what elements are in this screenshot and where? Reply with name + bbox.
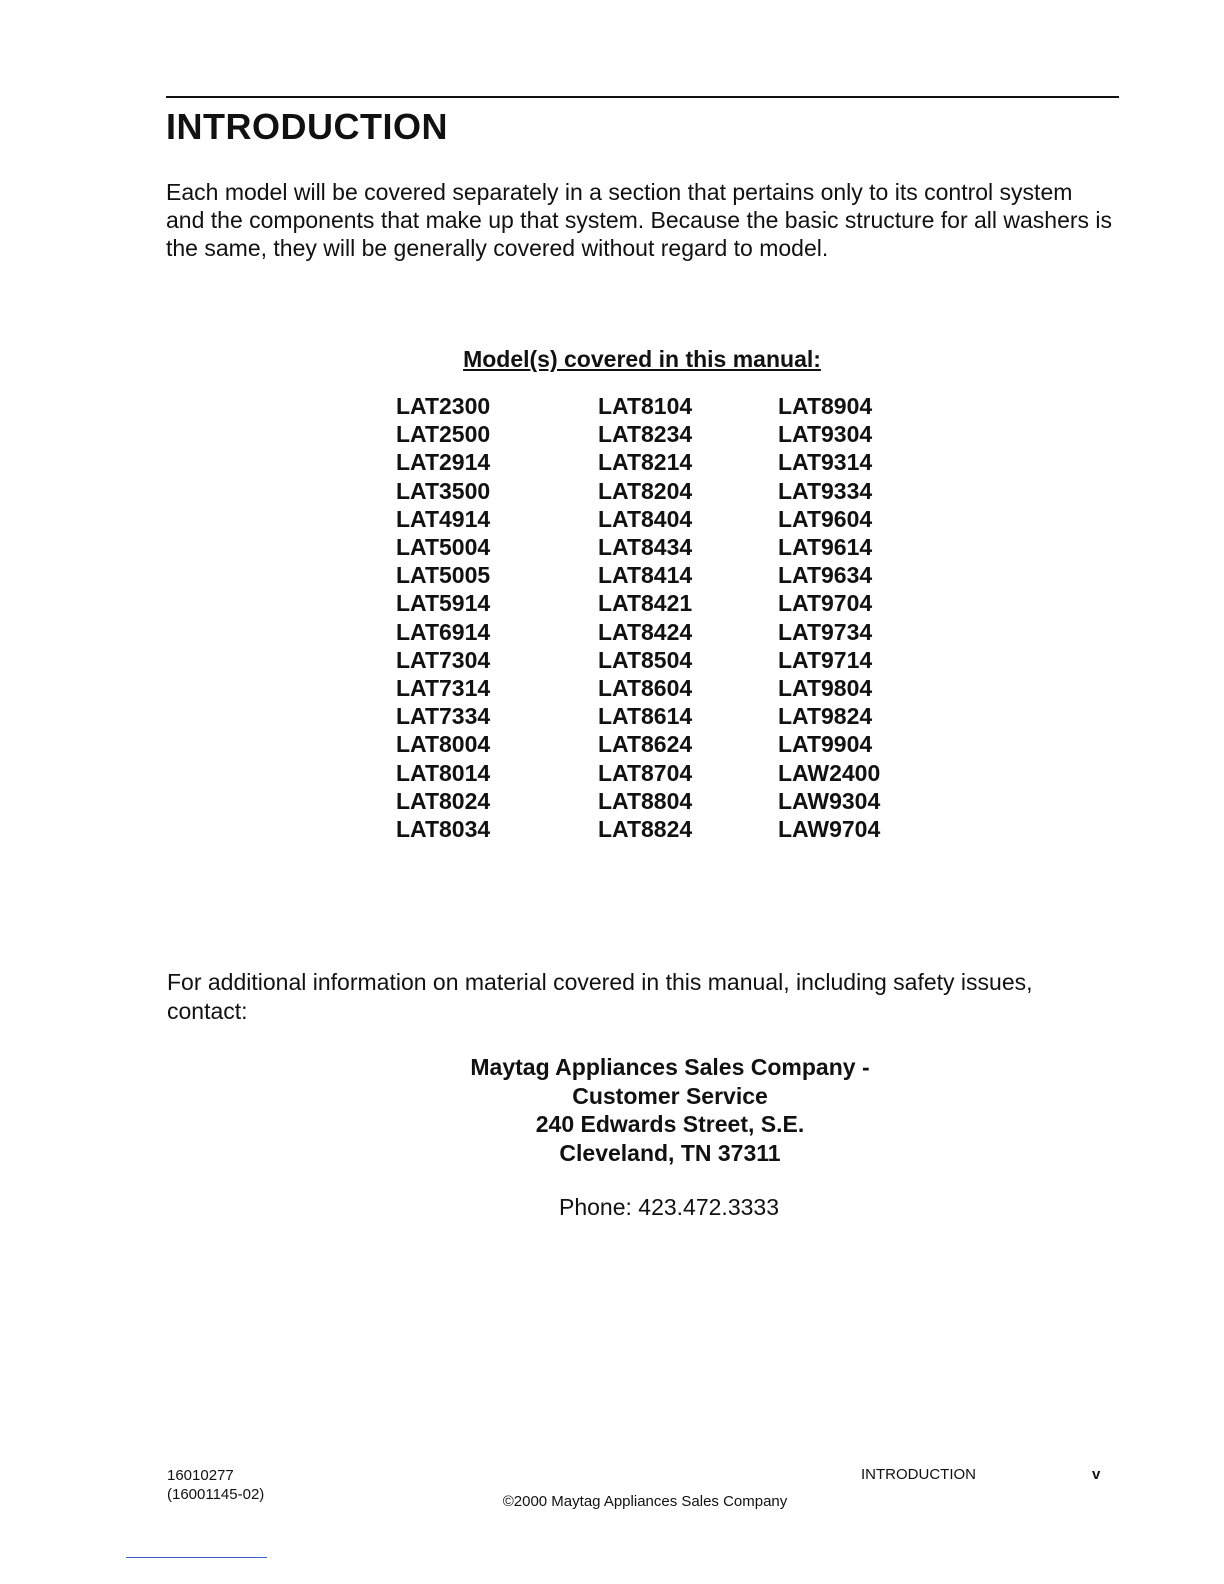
model-number: LAT9804 — [778, 675, 873, 702]
model-number: LAT8004 — [396, 731, 491, 758]
model-number: LAT9334 — [778, 477, 873, 504]
address-city: Cleveland, TN 37311 — [559, 1139, 781, 1166]
page-title: INTRODUCTION — [166, 106, 448, 147]
model-number: LAT8704 — [598, 759, 693, 786]
models-column-2 — [598, 392, 692, 843]
model-number: LAT7304 — [396, 646, 491, 673]
model-number: LAT8804 — [598, 787, 693, 814]
model-number: LAT8234 — [598, 421, 693, 448]
model-number: LAT2300 — [396, 393, 491, 419]
phone-number: Phone: 423.472.3333 — [559, 1194, 779, 1220]
bottom-divider — [126, 1557, 267, 1558]
address-street: 240 Edwards Street, S.E. — [535, 1111, 805, 1137]
model-number: LAT2914 — [396, 449, 491, 476]
model-number: LAT9314 — [778, 449, 873, 476]
intro-paragraph: Each model will be covered separately in a section that pertains only to its control system and the components that make up that system. Because the basic structure for all washers is the same, they will be generally covered without regard to model. — [166, 179, 1113, 261]
model-number: LAT9734 — [778, 618, 873, 645]
model-number: LAT8014 — [396, 759, 491, 786]
models-column-3 — [778, 392, 880, 843]
model-number: LAT8614 — [598, 703, 693, 730]
model-number: LAT9614 — [778, 534, 873, 561]
model-number: LAT5914 — [396, 590, 491, 617]
model-number: LAT8604 — [598, 675, 693, 702]
model-number: LAT8434 — [598, 534, 693, 561]
model-number: LAW9704 — [778, 816, 881, 843]
model-number: LAW9304 — [778, 787, 881, 814]
footer-section: INTRODUCTION — [861, 1466, 976, 1483]
additional-info: For additional information on material covered in this manual, including safety issues, contact: — [167, 969, 1033, 1024]
model-number: LAT7334 — [396, 703, 491, 730]
model-number: LAT8824 — [598, 816, 693, 843]
model-number: LAT9824 — [778, 703, 873, 730]
model-number: LAT8404 — [598, 505, 693, 532]
model-number: LAT8504 — [598, 646, 693, 673]
model-number: LAT8034 — [396, 816, 491, 843]
model-number: LAT8624 — [598, 731, 693, 758]
model-number: LAT3500 — [396, 477, 491, 504]
model-number: LAT8414 — [598, 562, 693, 589]
model-number: LAT2500 — [396, 421, 491, 448]
model-number: LAT8214 — [598, 449, 693, 476]
model-number: LAT5004 — [396, 534, 491, 561]
address-company: Maytag Appliances Sales Company - — [470, 1054, 870, 1080]
model-number: LAT9714 — [778, 646, 873, 673]
model-number: LAT9904 — [778, 731, 873, 758]
model-number: LAT9704 — [778, 590, 873, 617]
model-number: LAT9604 — [778, 505, 873, 532]
model-number: LAT6914 — [396, 618, 491, 645]
model-number: LAT9634 — [778, 562, 873, 589]
address-department: Customer Service — [572, 1082, 768, 1109]
models-heading: Model(s) covered in this manual: — [463, 346, 821, 372]
model-number: LAT8424 — [598, 618, 693, 645]
model-number: LAT5005 — [396, 562, 491, 589]
model-number: LAT8204 — [598, 477, 693, 504]
address-block — [0, 1053, 1224, 1167]
model-number: LAT8421 — [598, 590, 693, 617]
models-column-1 — [396, 392, 490, 843]
model-number: LAT9304 — [778, 421, 873, 448]
footer-doc-number-alt: (16001145-02) — [167, 1486, 265, 1503]
model-number: LAT7314 — [396, 675, 491, 702]
footer-doc-number: 16010277 — [167, 1467, 234, 1484]
model-number: LAT8024 — [396, 787, 491, 814]
footer-copyright: ©2000 Maytag Appliances Sales Company — [502, 1493, 788, 1510]
model-number: LAT8904 — [778, 393, 873, 419]
model-number: LAW2400 — [778, 759, 881, 786]
top-rule — [166, 96, 1119, 98]
footer-page-number: v — [1092, 1466, 1101, 1483]
model-number: LAT8104 — [598, 393, 693, 419]
model-number: LAT4914 — [396, 505, 491, 532]
